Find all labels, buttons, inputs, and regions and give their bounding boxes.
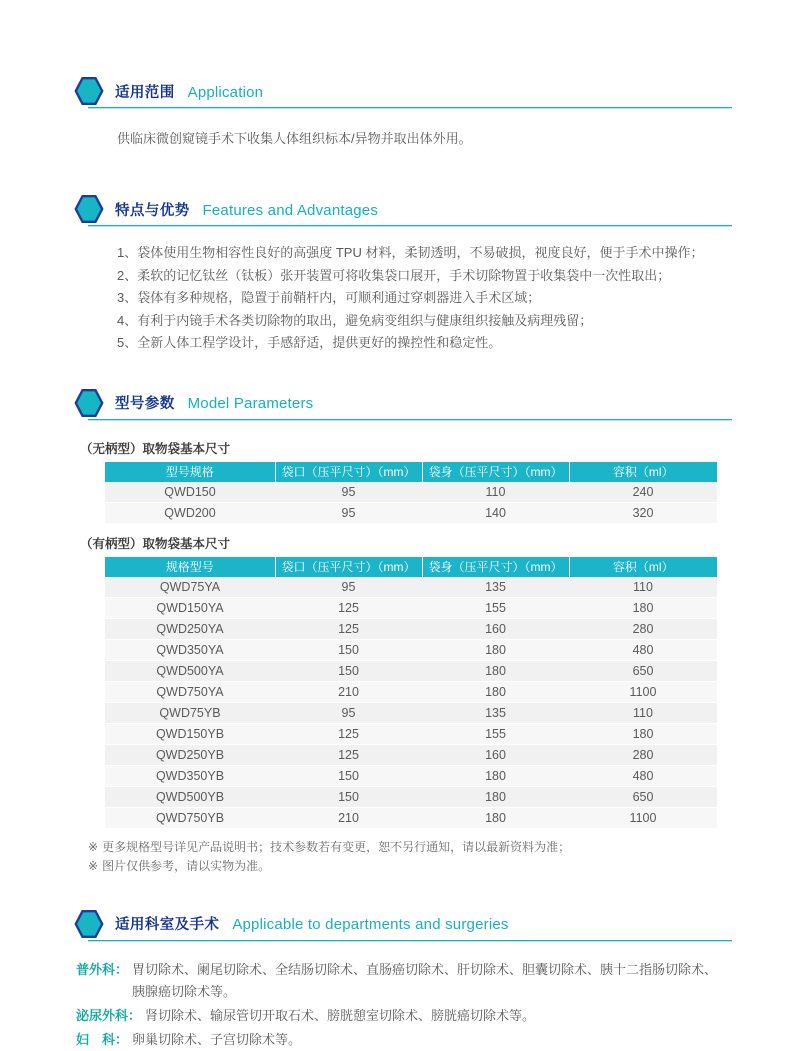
cell-volume: 110 bbox=[569, 702, 717, 723]
cell-model: QWD250YB bbox=[105, 744, 275, 765]
spacer bbox=[0, 355, 800, 388]
table-row bbox=[105, 618, 717, 639]
cell-volume: 110 bbox=[569, 577, 717, 598]
cell-body: 155 bbox=[422, 597, 569, 618]
cell-model: QWD150 bbox=[105, 482, 275, 503]
section-title-en-features: Features and Advantages bbox=[202, 201, 379, 219]
section-header-departments bbox=[0, 909, 800, 939]
department-row-urology bbox=[76, 1005, 745, 1027]
cell-model: QWD150YB bbox=[105, 723, 275, 744]
spec-table-handleless bbox=[105, 462, 717, 524]
departments-body bbox=[0, 959, 800, 1051]
top-spacer bbox=[0, 0, 800, 22]
department-text: 卵巢切除术、子宫切除术等。 bbox=[132, 1031, 302, 1047]
department-label: 泌尿外科： bbox=[76, 1007, 142, 1023]
section-rule-departments bbox=[88, 940, 732, 941]
column-header: 袋身（压平尺寸）（mm） bbox=[422, 462, 569, 482]
cell-body: 180 bbox=[422, 639, 569, 660]
cell-mouth: 125 bbox=[275, 597, 422, 618]
section-header-model-parameters bbox=[0, 388, 800, 418]
department-text bbox=[132, 959, 745, 1003]
cell-body: 135 bbox=[422, 577, 569, 598]
cell-model: QWD500YB bbox=[105, 786, 275, 807]
note-marker-icon: ※ bbox=[88, 839, 99, 854]
cell-volume: 240 bbox=[569, 482, 717, 503]
note-item bbox=[88, 857, 800, 876]
cell-mouth: 150 bbox=[275, 639, 422, 660]
note-item bbox=[88, 838, 800, 857]
features-body bbox=[0, 242, 800, 355]
department-row-general-surgery bbox=[76, 959, 745, 1003]
section-rule-model-parameters bbox=[88, 419, 732, 420]
top-spacer-2 bbox=[0, 22, 800, 76]
section-title-en-application: Application bbox=[187, 83, 264, 101]
cell-mouth: 125 bbox=[275, 744, 422, 765]
table-row bbox=[105, 660, 717, 681]
cell-body: 180 bbox=[422, 807, 569, 828]
cell-volume: 1100 bbox=[569, 681, 717, 702]
column-header: 袋口（压平尺寸）（mm） bbox=[275, 557, 422, 577]
application-paragraph: 供临床微创窥镜手术下收集人体组织标本/异物并取出体外用。 bbox=[117, 131, 472, 146]
cell-volume: 280 bbox=[569, 618, 717, 639]
cell-model: QWD350YA bbox=[105, 639, 275, 660]
hexagon-icon bbox=[74, 389, 104, 417]
department-text-line1: 胃切除术、阑尾切除术、全结肠切除术、直肠癌切除术、肝切除术、胆囊切除术、胰十二指肠切除术、 bbox=[132, 961, 718, 977]
section-title-en-model-parameters: Model Parameters bbox=[187, 395, 314, 412]
table-row bbox=[105, 482, 717, 503]
cell-body: 180 bbox=[422, 660, 569, 681]
table-row bbox=[105, 502, 717, 523]
section-title-cn-features: 特点与优势 bbox=[115, 202, 190, 219]
spacer bbox=[0, 149, 800, 194]
cell-mouth: 125 bbox=[275, 723, 422, 744]
column-header: 型号规格 bbox=[105, 462, 275, 482]
column-header: 袋身（压平尺寸）（mm） bbox=[422, 557, 569, 577]
department-row-gynecology bbox=[76, 1029, 745, 1051]
spec-table-handled-body bbox=[105, 577, 717, 829]
cell-body: 110 bbox=[422, 482, 569, 503]
cell-mouth: 95 bbox=[275, 577, 422, 598]
table-header-row bbox=[105, 557, 717, 577]
hexagon-icon bbox=[74, 910, 104, 938]
cell-mouth: 95 bbox=[275, 502, 422, 523]
table-header-row bbox=[105, 462, 717, 482]
features-list bbox=[117, 242, 732, 355]
note-marker-icon: ※ bbox=[88, 858, 99, 873]
cell-mouth: 95 bbox=[275, 482, 422, 503]
feature-item: 5、全新人体工程学设计，手感舒适，提供更好的操控性和稳定性。 bbox=[117, 335, 502, 350]
hexagon-icon bbox=[74, 195, 104, 223]
cell-mouth: 150 bbox=[275, 660, 422, 681]
cell-volume: 480 bbox=[569, 765, 717, 786]
table-row bbox=[105, 597, 717, 618]
cell-mouth: 150 bbox=[275, 765, 422, 786]
table-one-caption: （无柄型）取物袋基本尺寸 bbox=[80, 441, 231, 456]
cell-body: 160 bbox=[422, 618, 569, 639]
cell-model: QWD75YA bbox=[105, 577, 275, 598]
spacer bbox=[0, 106, 800, 128]
table-row bbox=[105, 786, 717, 807]
cell-mouth: 210 bbox=[275, 807, 422, 828]
section-header-application bbox=[0, 76, 800, 106]
cell-model: QWD75YB bbox=[105, 702, 275, 723]
column-header: 袋口（压平尺寸）（mm） bbox=[275, 462, 422, 482]
cell-volume: 1100 bbox=[569, 807, 717, 828]
feature-item: 4、有利于内镜手术各类切除物的取出，避免病变组织与健康组织接触及病理残留； bbox=[117, 312, 593, 328]
table-row bbox=[105, 744, 717, 765]
cell-body: 140 bbox=[422, 502, 569, 523]
table-row bbox=[105, 577, 717, 598]
cell-model: QWD200 bbox=[105, 502, 275, 523]
table-notes bbox=[0, 838, 800, 876]
section-header-features bbox=[0, 194, 800, 224]
table-row bbox=[105, 702, 717, 723]
table-row bbox=[105, 723, 717, 744]
application-body bbox=[0, 128, 800, 149]
spacer bbox=[0, 524, 800, 534]
cell-body: 180 bbox=[422, 765, 569, 786]
feature-item: 2、柔软的记忆钛丝（钛板）张开装置可将收集袋口展开，手术切除物置于收集袋中一次性取出； bbox=[117, 267, 671, 283]
spacer bbox=[0, 876, 800, 909]
department-label: 普外科： bbox=[76, 961, 129, 977]
department-text: 肾切除术、输尿管切开取石术、膀胱憩室切除术、膀胱癌切除术等。 bbox=[145, 1007, 536, 1023]
section-title-cn-departments: 适用科室及手术 bbox=[115, 917, 220, 933]
cell-model: QWD150YA bbox=[105, 597, 275, 618]
cell-body: 160 bbox=[422, 744, 569, 765]
cell-body: 135 bbox=[422, 702, 569, 723]
cell-volume: 650 bbox=[569, 786, 717, 807]
table-row bbox=[105, 765, 717, 786]
section-rule-features bbox=[88, 225, 732, 226]
note-text: 图片仅供参考，请以实物为准。 bbox=[102, 858, 271, 873]
table-row bbox=[105, 807, 717, 828]
cell-mouth: 150 bbox=[275, 786, 422, 807]
spacer bbox=[0, 939, 800, 959]
cell-body: 180 bbox=[422, 786, 569, 807]
table-row bbox=[105, 681, 717, 702]
cell-model: QWD500YA bbox=[105, 660, 275, 681]
feature-item: 1、袋体使用生物相容性良好的高强度 TPU 材料，柔韧透明，不易破损，视度良好，便于手术中操作； bbox=[117, 245, 704, 260]
spec-table-handled bbox=[105, 557, 717, 829]
section-title-cn-model-parameters: 型号参数 bbox=[115, 396, 175, 412]
section-rule-application bbox=[88, 107, 732, 108]
table-row bbox=[105, 639, 717, 660]
cell-model: QWD750YA bbox=[105, 681, 275, 702]
cell-body: 180 bbox=[422, 681, 569, 702]
section-title-cn-application: 适用范围 bbox=[115, 84, 175, 101]
cell-mouth: 210 bbox=[275, 681, 422, 702]
spacer bbox=[0, 418, 800, 439]
cell-model: QWD250YA bbox=[105, 618, 275, 639]
cell-volume: 180 bbox=[569, 597, 717, 618]
cell-body: 155 bbox=[422, 723, 569, 744]
feature-item: 3、袋体有多种规格，隐置于前鞘杆内，可顺利通过穿刺器进入手术区域； bbox=[117, 290, 541, 305]
hexagon-icon bbox=[74, 77, 104, 105]
cell-volume: 280 bbox=[569, 744, 717, 765]
column-header: 容积（ml） bbox=[569, 557, 717, 577]
table-two-caption: （有柄型）取物袋基本尺寸 bbox=[80, 536, 231, 551]
department-label: 妇 科： bbox=[76, 1031, 129, 1047]
cell-volume: 180 bbox=[569, 723, 717, 744]
cell-volume: 320 bbox=[569, 502, 717, 523]
column-header: 容积（ml） bbox=[569, 462, 717, 482]
note-text: 更多规格型号详见产品说明书；技术参数若有变更，恕不另行通知，请以最新资料为准； bbox=[102, 839, 571, 854]
section-title-en-departments: Applicable to departments and surgeries bbox=[232, 916, 509, 933]
cell-volume: 480 bbox=[569, 639, 717, 660]
department-text-line2: 胰腺癌切除术等。 bbox=[132, 983, 237, 999]
cell-model: QWD750YB bbox=[105, 807, 275, 828]
cell-mouth: 95 bbox=[275, 702, 422, 723]
cell-volume: 650 bbox=[569, 660, 717, 681]
cell-model: QWD350YB bbox=[105, 765, 275, 786]
cell-mouth: 125 bbox=[275, 618, 422, 639]
column-header: 规格型号 bbox=[105, 557, 275, 577]
